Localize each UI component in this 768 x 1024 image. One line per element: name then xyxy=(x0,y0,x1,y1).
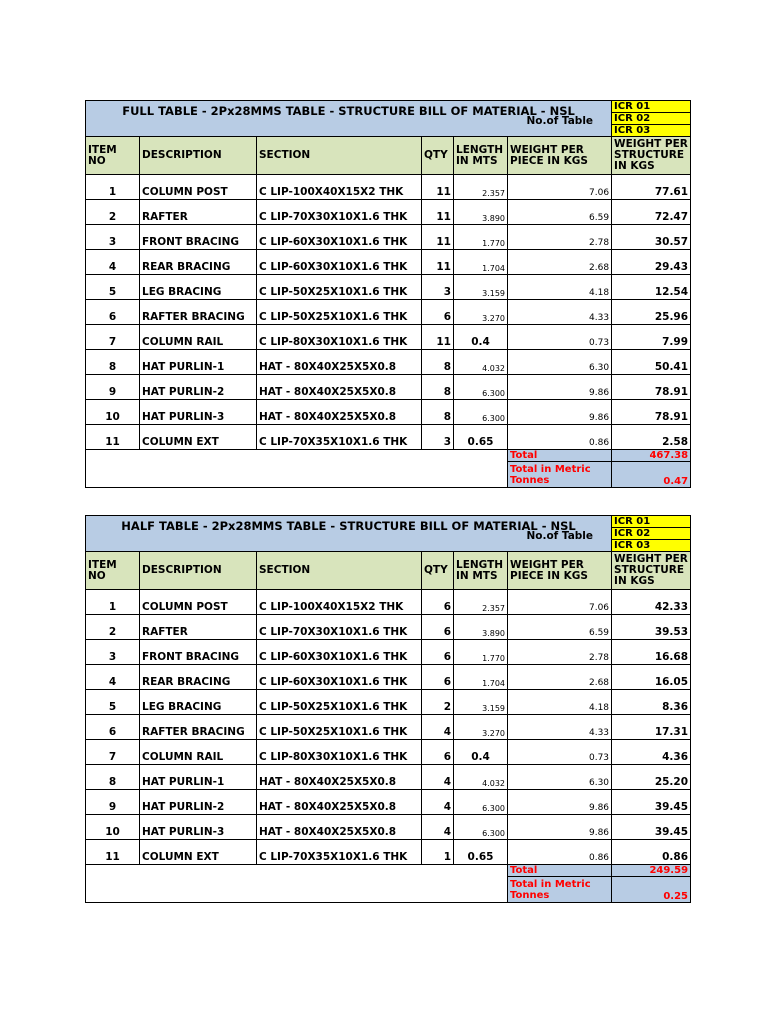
weight-per-structure-cell: 12.54 xyxy=(612,275,691,300)
description-cell: HAT PURLIN-1 xyxy=(140,765,257,790)
item-no-cell: 1 xyxy=(86,590,140,615)
weight-per-piece-cell: 0.73 xyxy=(508,740,612,765)
weight-per-piece-cell: 9.86 xyxy=(508,375,612,400)
item-no-cell: 8 xyxy=(86,765,140,790)
weight-per-structure-cell: 50.41 xyxy=(612,350,691,375)
full-table xyxy=(85,100,690,488)
item-no-cell: 9 xyxy=(86,790,140,815)
length-cell: 0.4 xyxy=(454,325,508,350)
weight-per-piece-cell: 0.86 xyxy=(508,425,612,450)
section-cell: HAT - 80X40X25X5X0.8 xyxy=(257,765,422,790)
qty-cell: 3 xyxy=(422,425,454,450)
weight-per-piece-cell: 0.86 xyxy=(508,840,612,865)
weight-per-piece-cell: 9.86 xyxy=(508,815,612,840)
item-no-cell: 11 xyxy=(86,840,140,865)
weight-per-piece-cell: 7.06 xyxy=(508,590,612,615)
full-title-row xyxy=(86,101,691,113)
full-total-mt-label: Total in Metric Tonnes xyxy=(508,462,612,488)
length-cell: 0.65 xyxy=(454,425,508,450)
weight-per-piece-cell: 2.68 xyxy=(508,665,612,690)
section-cell: C LIP-70X35X10X1.6 THK xyxy=(257,840,422,865)
qty-cell: 6 xyxy=(422,590,454,615)
item-no-cell: 7 xyxy=(86,325,140,350)
table-row xyxy=(86,790,691,815)
description-cell: REAR BRACING xyxy=(140,250,257,275)
half-title-row xyxy=(86,516,691,528)
item-no-cell: 6 xyxy=(86,715,140,740)
length-cell: 6.300 xyxy=(454,815,508,840)
description-cell: COLUMN RAIL xyxy=(140,740,257,765)
weight-per-structure-cell: 29.43 xyxy=(612,250,691,275)
qty-cell: 2 xyxy=(422,690,454,715)
full-table-title-cell xyxy=(86,101,612,137)
qty-cell: 4 xyxy=(422,765,454,790)
length-cell: 3.270 xyxy=(454,715,508,740)
section-cell: HAT - 80X40X25X5X0.8 xyxy=(257,400,422,425)
half-column-header-row xyxy=(86,552,691,590)
item-no-cell: 1 xyxy=(86,175,140,200)
qty-cell: 6 xyxy=(422,640,454,665)
full-no-of-table-label: No.of Table xyxy=(526,115,594,127)
col-item-no: ITEM NO xyxy=(86,552,140,590)
item-no-cell: 5 xyxy=(86,275,140,300)
weight-per-piece-cell: 0.73 xyxy=(508,325,612,350)
table-row xyxy=(86,350,691,375)
table-row xyxy=(86,640,691,665)
weight-per-piece-cell: 6.30 xyxy=(508,765,612,790)
half-table-body xyxy=(86,590,691,865)
table-row xyxy=(86,325,691,350)
description-cell: LEG BRACING xyxy=(140,275,257,300)
section-cell: C LIP-70X35X10X1.6 THK xyxy=(257,425,422,450)
section-cell: HAT - 80X40X25X5X0.8 xyxy=(257,350,422,375)
description-cell: COLUMN POST xyxy=(140,590,257,615)
qty-cell: 6 xyxy=(422,740,454,765)
description-cell: RAFTER xyxy=(140,615,257,640)
table-row xyxy=(86,425,691,450)
half-total-value: 249.59 xyxy=(612,865,691,877)
table-row xyxy=(86,225,691,250)
description-cell: COLUMN EXT xyxy=(140,840,257,865)
qty-cell: 4 xyxy=(422,715,454,740)
col-weight-per-structure: WEIGHT PER STRUCTURE IN KGS xyxy=(612,552,691,590)
col-weight-per-structure: WEIGHT PER STRUCTURE IN KGS xyxy=(612,137,691,175)
item-no-cell: 2 xyxy=(86,615,140,640)
col-item-no: ITEM NO xyxy=(86,137,140,175)
full-icr-03: ICR 03 xyxy=(612,125,691,137)
description-cell: COLUMN POST xyxy=(140,175,257,200)
section-cell: C LIP-100X40X15X2 THK xyxy=(257,175,422,200)
description-cell: HAT PURLIN-2 xyxy=(140,375,257,400)
col-length: LENGTH IN MTS xyxy=(454,137,508,175)
weight-per-piece-cell: 7.06 xyxy=(508,175,612,200)
length-cell: 1.704 xyxy=(454,665,508,690)
weight-per-structure-cell: 16.68 xyxy=(612,640,691,665)
weight-per-structure-cell: 25.96 xyxy=(612,300,691,325)
length-cell: 6.300 xyxy=(454,400,508,425)
section-cell: C LIP-50X25X10X1.6 THK xyxy=(257,690,422,715)
length-cell: 2.357 xyxy=(454,590,508,615)
full-column-header-row xyxy=(86,137,691,175)
section-cell: HAT - 80X40X25X5X0.8 xyxy=(257,815,422,840)
qty-cell: 11 xyxy=(422,175,454,200)
full-blank-cell xyxy=(86,450,508,488)
weight-per-structure-cell: 4.36 xyxy=(612,740,691,765)
col-section: SECTION xyxy=(257,552,422,590)
half-total-mt-label: Total in Metric Tonnes xyxy=(508,877,612,903)
weight-per-piece-cell: 9.86 xyxy=(508,790,612,815)
table-row xyxy=(86,690,691,715)
length-cell: 3.890 xyxy=(454,615,508,640)
full-table-title: FULL TABLE - 2Px28MMS TABLE - STRUCTURE BILL OF MATERIAL - NSL xyxy=(122,104,575,118)
section-cell: HAT - 80X40X25X5X0.8 xyxy=(257,790,422,815)
col-section: SECTION xyxy=(257,137,422,175)
weight-per-piece-cell: 2.78 xyxy=(508,225,612,250)
section-cell: C LIP-70X30X10X1.6 THK xyxy=(257,615,422,640)
description-cell: HAT PURLIN-2 xyxy=(140,790,257,815)
length-cell: 6.300 xyxy=(454,375,508,400)
weight-per-structure-cell: 0.86 xyxy=(612,840,691,865)
length-cell: 1.770 xyxy=(454,640,508,665)
weight-per-piece-cell: 9.86 xyxy=(508,400,612,425)
table-row xyxy=(86,815,691,840)
col-weight-per-piece: WEIGHT PER PIECE IN KGS xyxy=(508,137,612,175)
weight-per-structure-cell: 16.05 xyxy=(612,665,691,690)
length-cell: 3.159 xyxy=(454,690,508,715)
weight-per-piece-cell: 4.18 xyxy=(508,690,612,715)
qty-cell: 8 xyxy=(422,400,454,425)
weight-per-structure-cell: 8.36 xyxy=(612,690,691,715)
weight-per-structure-cell: 25.20 xyxy=(612,765,691,790)
item-no-cell: 8 xyxy=(86,350,140,375)
table-row xyxy=(86,615,691,640)
length-cell: 3.890 xyxy=(454,200,508,225)
description-cell: HAT PURLIN-1 xyxy=(140,350,257,375)
item-no-cell: 9 xyxy=(86,375,140,400)
qty-cell: 11 xyxy=(422,250,454,275)
qty-cell: 8 xyxy=(422,375,454,400)
qty-cell: 11 xyxy=(422,325,454,350)
weight-per-structure-cell: 17.31 xyxy=(612,715,691,740)
table-row xyxy=(86,275,691,300)
section-cell: C LIP-100X40X15X2 THK xyxy=(257,590,422,615)
table-row xyxy=(86,200,691,225)
section-cell: C LIP-50X25X10X1.6 THK xyxy=(257,275,422,300)
full-total-label: Total xyxy=(508,450,612,462)
section-cell: C LIP-60X30X10X1.6 THK xyxy=(257,225,422,250)
section-cell: C LIP-60X30X10X1.6 THK xyxy=(257,665,422,690)
table-row xyxy=(86,175,691,200)
table-row xyxy=(86,590,691,615)
weight-per-piece-cell: 2.78 xyxy=(508,640,612,665)
description-cell: REAR BRACING xyxy=(140,665,257,690)
length-cell: 4.032 xyxy=(454,765,508,790)
item-no-cell: 6 xyxy=(86,300,140,325)
length-cell: 0.4 xyxy=(454,740,508,765)
half-icr-02: ICR 02 xyxy=(612,528,691,540)
length-cell: 3.159 xyxy=(454,275,508,300)
length-cell: 2.357 xyxy=(454,175,508,200)
table-row xyxy=(86,400,691,425)
length-cell: 6.300 xyxy=(454,790,508,815)
item-no-cell: 11 xyxy=(86,425,140,450)
table-row xyxy=(86,840,691,865)
col-length: LENGTH IN MTS xyxy=(454,552,508,590)
weight-per-structure-cell: 39.45 xyxy=(612,790,691,815)
col-qty: QTY xyxy=(422,137,454,175)
item-no-cell: 10 xyxy=(86,400,140,425)
section-cell: C LIP-60X30X10X1.6 THK xyxy=(257,640,422,665)
length-cell: 0.65 xyxy=(454,840,508,865)
weight-per-structure-cell: 78.91 xyxy=(612,400,691,425)
full-icr-01: ICR 01 xyxy=(612,101,691,113)
description-cell: RAFTER xyxy=(140,200,257,225)
section-cell: C LIP-80X30X10X1.6 THK xyxy=(257,325,422,350)
weight-per-piece-cell: 6.30 xyxy=(508,350,612,375)
description-cell: FRONT BRACING xyxy=(140,225,257,250)
qty-cell: 6 xyxy=(422,300,454,325)
qty-cell: 4 xyxy=(422,790,454,815)
length-cell: 1.770 xyxy=(454,225,508,250)
qty-cell: 11 xyxy=(422,200,454,225)
section-cell: HAT - 80X40X25X5X0.8 xyxy=(257,375,422,400)
full-total-row xyxy=(86,450,691,462)
weight-per-structure-cell: 78.91 xyxy=(612,375,691,400)
weight-per-structure-cell: 2.58 xyxy=(612,425,691,450)
half-total-label: Total xyxy=(508,865,612,877)
full-table-body xyxy=(86,175,691,450)
section-cell: C LIP-60X30X10X1.6 THK xyxy=(257,250,422,275)
weight-per-piece-cell: 2.68 xyxy=(508,250,612,275)
weight-per-piece-cell: 4.33 xyxy=(508,300,612,325)
description-cell: RAFTER BRACING xyxy=(140,715,257,740)
weight-per-piece-cell: 6.59 xyxy=(508,615,612,640)
qty-cell: 3 xyxy=(422,275,454,300)
half-table xyxy=(85,515,690,903)
item-no-cell: 2 xyxy=(86,200,140,225)
description-cell: HAT PURLIN-3 xyxy=(140,400,257,425)
half-icr-01: ICR 01 xyxy=(612,516,691,528)
table-row xyxy=(86,765,691,790)
full-icr-02: ICR 02 xyxy=(612,113,691,125)
qty-cell: 11 xyxy=(422,225,454,250)
qty-cell: 4 xyxy=(422,815,454,840)
weight-per-structure-cell: 39.53 xyxy=(612,615,691,640)
item-no-cell: 10 xyxy=(86,815,140,840)
description-cell: FRONT BRACING xyxy=(140,640,257,665)
weight-per-piece-cell: 4.18 xyxy=(508,275,612,300)
table-row xyxy=(86,740,691,765)
length-cell: 4.032 xyxy=(454,350,508,375)
table-row xyxy=(86,375,691,400)
section-cell: C LIP-70X30X10X1.6 THK xyxy=(257,200,422,225)
half-blank-cell xyxy=(86,865,508,903)
col-qty: QTY xyxy=(422,552,454,590)
col-description: DESCRIPTION xyxy=(140,137,257,175)
weight-per-structure-cell: 77.61 xyxy=(612,175,691,200)
weight-per-structure-cell: 30.57 xyxy=(612,225,691,250)
description-cell: LEG BRACING xyxy=(140,690,257,715)
table-row xyxy=(86,665,691,690)
weight-per-structure-cell: 7.99 xyxy=(612,325,691,350)
item-no-cell: 4 xyxy=(86,250,140,275)
half-table-title-cell xyxy=(86,516,612,552)
item-no-cell: 7 xyxy=(86,740,140,765)
full-total-value: 467.38 xyxy=(612,450,691,462)
description-cell: COLUMN RAIL xyxy=(140,325,257,350)
table-row xyxy=(86,715,691,740)
qty-cell: 6 xyxy=(422,665,454,690)
weight-per-piece-cell: 6.59 xyxy=(508,200,612,225)
table-row xyxy=(86,250,691,275)
item-no-cell: 4 xyxy=(86,665,140,690)
full-total-mt-value: 0.47 xyxy=(612,462,691,488)
qty-cell: 8 xyxy=(422,350,454,375)
half-total-row xyxy=(86,865,691,877)
table-row xyxy=(86,300,691,325)
half-table-title: HALF TABLE - 2Px28MMS TABLE - STRUCTURE BILL OF MATERIAL - NSL xyxy=(121,519,576,533)
length-cell: 3.270 xyxy=(454,300,508,325)
section-cell: C LIP-50X25X10X1.6 THK xyxy=(257,715,422,740)
description-cell: COLUMN EXT xyxy=(140,425,257,450)
half-icr-03: ICR 03 xyxy=(612,540,691,552)
description-cell: HAT PURLIN-3 xyxy=(140,815,257,840)
length-cell: 1.704 xyxy=(454,250,508,275)
item-no-cell: 3 xyxy=(86,640,140,665)
qty-cell: 6 xyxy=(422,615,454,640)
item-no-cell: 5 xyxy=(86,690,140,715)
qty-cell: 1 xyxy=(422,840,454,865)
description-cell: RAFTER BRACING xyxy=(140,300,257,325)
section-cell: C LIP-80X30X10X1.6 THK xyxy=(257,740,422,765)
col-description: DESCRIPTION xyxy=(140,552,257,590)
weight-per-structure-cell: 72.47 xyxy=(612,200,691,225)
section-cell: C LIP-50X25X10X1.6 THK xyxy=(257,300,422,325)
half-total-mt-value: 0.25 xyxy=(612,877,691,903)
weight-per-structure-cell: 42.33 xyxy=(612,590,691,615)
weight-per-structure-cell: 39.45 xyxy=(612,815,691,840)
item-no-cell: 3 xyxy=(86,225,140,250)
col-weight-per-piece: WEIGHT PER PIECE IN KGS xyxy=(508,552,612,590)
weight-per-piece-cell: 4.33 xyxy=(508,715,612,740)
half-no-of-table-label: No.of Table xyxy=(526,530,594,542)
